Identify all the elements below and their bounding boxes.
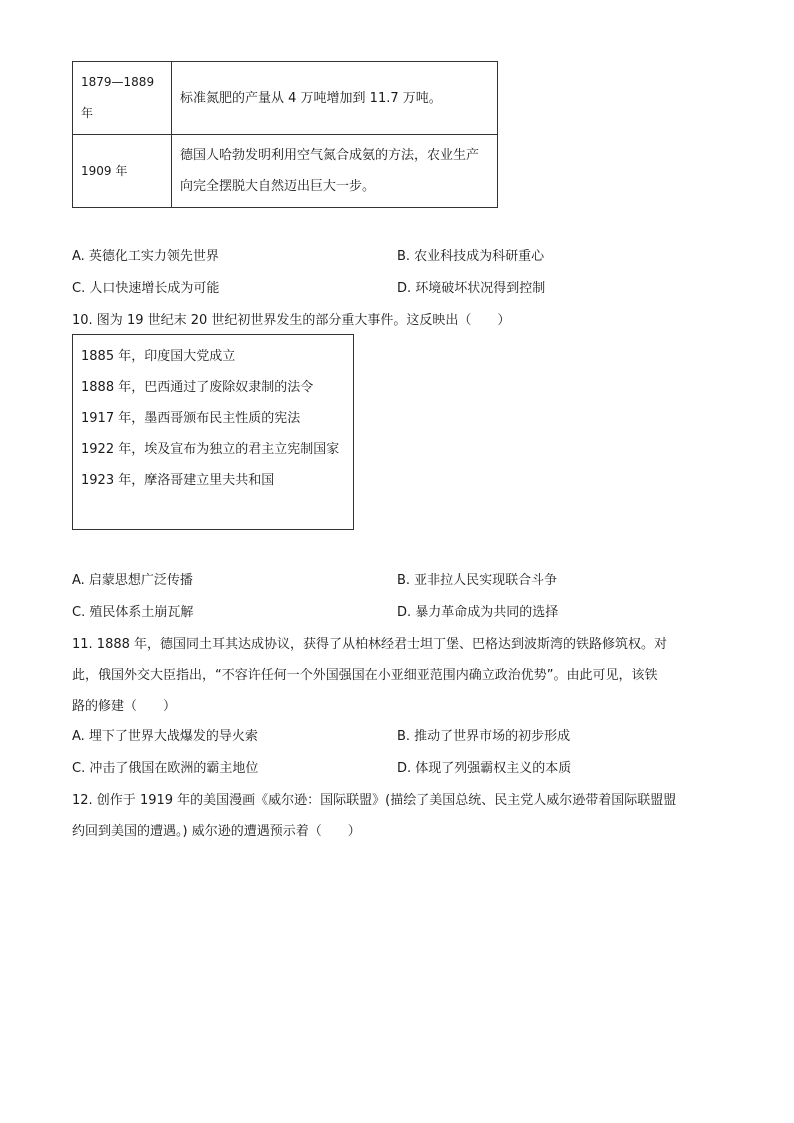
q10-events-box (72, 334, 354, 530)
q10-event: 1923 年，摩洛哥建立里夫共和国 (81, 473, 275, 488)
q11-options-row-2 (72, 757, 722, 779)
q10-option-a: A. 启蒙思想广泛传播 (72, 573, 193, 588)
q9-options-row-1 (72, 245, 722, 267)
q12-stem-line-1: 12. 创作于 1919 年的美国漫画《威尔逊：国际联盟》(描绘了美国总统、民主党人威尔逊带着国际联盟盟 (72, 793, 677, 808)
table-cell-year: 1879—1889年 (73, 62, 172, 135)
q9-option-c: C. 人口快速增长成为可能 (72, 281, 220, 296)
q10-stem: 10. 图为 19 世纪末 20 世纪初世界发生的部分重大事件。这反映出（ ） (72, 313, 511, 328)
q9-option-d: D. 环境破坏状况得到控制 (397, 281, 546, 296)
q11-option-c: C. 冲击了俄国在欧洲的霸主地位 (72, 761, 259, 776)
table-cell-text: 标准氮肥的产量从 4 万吨增加到 11.7 万吨。 (172, 62, 498, 135)
table-cell-year: 1909 年 (73, 135, 172, 208)
q11-stem-line-2: 此，俄国外交大臣指出，“不容许任何一个外国强国在小亚细亚范围内确立政治优势”。由此可见，该铁 (72, 668, 658, 683)
q11-option-a: A. 埋下了世界大战爆发的导火索 (72, 729, 258, 744)
q9-option-a: A. 英德化工实力领先世界 (72, 249, 219, 264)
table-row (73, 135, 498, 208)
q11-stem-line-3: 路的修建（ ） (72, 699, 177, 714)
q10-options-row-1 (72, 569, 722, 591)
q10-event: 1917 年，墨西哥颁布民主性质的宪法 (81, 411, 301, 426)
q10-event: 1885 年，印度国大党成立 (81, 349, 236, 364)
q10-option-b: B. 亚非拉人民实现联合斗争 (397, 573, 558, 588)
q12-stem-line-2: 约回到美国的遭遇。) 威尔逊的遭遇预示着（ ） (72, 824, 361, 839)
q11-option-b: B. 推动了世界市场的初步形成 (397, 729, 571, 744)
q11-options-row-1 (72, 725, 722, 747)
q10-options-row-2 (72, 601, 722, 623)
q11-option-d: D. 体现了列强霸权主义的本质 (397, 761, 572, 776)
table-cell-text: 德国人哈勃发明利用空气氮合成氨的方法，农业生产向完全摆脱大自然迈出巨大一步。 (172, 135, 498, 208)
q11-stem-line-1: 11. 1888 年，德国同土耳其达成协议，获得了从柏林经君士坦丁堡、巴格达到波斯湾的铁路修筑权。对 (72, 637, 668, 652)
q9-options-row-2 (72, 277, 722, 299)
q9-table (72, 61, 498, 208)
q10-event: 1888 年，巴西通过了废除奴隶制的法令 (81, 380, 314, 395)
q10-option-c: C. 殖民体系土崩瓦解 (72, 605, 194, 620)
q9-option-b: B. 农业科技成为科研重心 (397, 249, 545, 264)
q10-event: 1922 年，埃及宣布为独立的君主立宪制国家 (81, 442, 340, 457)
table-row (73, 62, 498, 135)
q10-option-d: D. 暴力革命成为共同的选择 (397, 605, 559, 620)
